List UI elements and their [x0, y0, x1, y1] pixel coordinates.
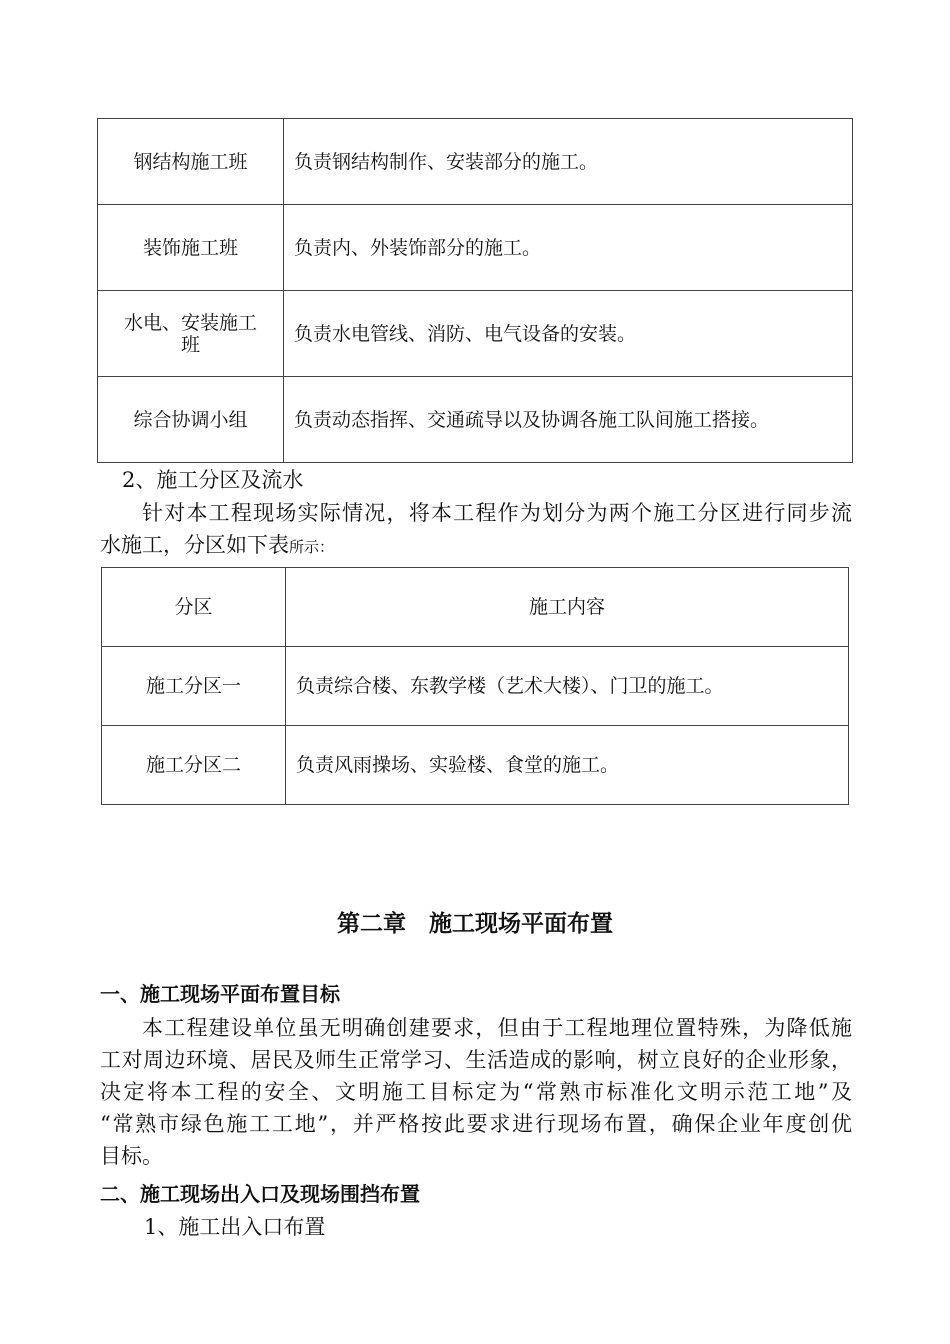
subsection-title: 1、施工出入口布置: [144, 1215, 326, 1239]
team-name-cell: 装饰施工班: [98, 205, 284, 291]
team-duty-cell: 负责钢结构制作、安装部分的施工。: [284, 119, 853, 205]
section-title: 二、施工现场出入口及现场围挡布置: [100, 1182, 420, 1206]
team-duty-cell: 负责内、外装饰部分的施工。: [284, 205, 853, 291]
paragraph-line: 工对周边环境、居民及师生正常学习、生活造成的影响，树立良好的企业形象，: [100, 1048, 852, 1072]
paragraph-line: [100, 529, 852, 563]
team-name-cell: 综合协调小组: [98, 377, 284, 463]
paragraph-line: 本工程建设单位虽无明确创建要求，但由于工程地理位置特殊，为降低施: [142, 1016, 852, 1040]
table-row: [98, 377, 853, 463]
table-row: [98, 205, 853, 291]
intro-text: 水施工，分区如下表: [100, 533, 289, 557]
team-name-cell: [98, 291, 284, 377]
zoning-intro: [100, 497, 852, 563]
team-duty-cell: 负责水电管线、消防、电气设备的安装。: [284, 291, 853, 377]
team-responsibility-table: [97, 118, 853, 463]
team-duty-cell: 负责动态指挥、交通疏导以及协调各施工队间施工搭接。: [284, 377, 853, 463]
table-header-row: [102, 568, 849, 647]
zoning-heading: 2、施工分区及流水: [122, 468, 304, 492]
table-row: [98, 119, 853, 205]
table-row: [102, 647, 849, 726]
table-row: [98, 291, 853, 377]
zone-table: [101, 567, 849, 805]
section1-body: [100, 1012, 852, 1172]
table-row: [102, 726, 849, 805]
column-header: 施工内容: [286, 568, 849, 647]
paragraph-line: 目标。: [100, 1144, 163, 1168]
zone-content-cell: 负责综合楼、东教学楼（艺术大楼）、门卫的施工。: [286, 647, 849, 726]
zone-name-cell: 施工分区一: [102, 647, 286, 726]
zone-name-cell: 施工分区二: [102, 726, 286, 805]
column-header: 分区: [102, 568, 286, 647]
paragraph-line: “常熟市绿色施工工地”，并严格按此要求进行现场布置，确保企业年度创优: [100, 1112, 852, 1136]
paragraph-line: 决定将本工程的安全、文明施工目标定为“常熟市标准化文明示范工地”及: [100, 1080, 852, 1104]
chapter-title: 第二章 施工现场平面布置: [337, 911, 613, 937]
paragraph-line: 针对本工程现场实际情况，将本工程作为划分为两个施工分区进行同步流: [142, 501, 852, 525]
team-name-cell: 钢结构施工班: [98, 119, 284, 205]
team-name-line: 班: [180, 333, 200, 356]
team-name-line: 水电、安装施工: [123, 311, 257, 334]
zone-content-cell: 负责风雨操场、实验楼、食堂的施工。: [286, 726, 849, 805]
intro-suffix: 所示：: [289, 538, 335, 556]
section-title: 一、施工现场平面布置目标: [100, 982, 340, 1006]
